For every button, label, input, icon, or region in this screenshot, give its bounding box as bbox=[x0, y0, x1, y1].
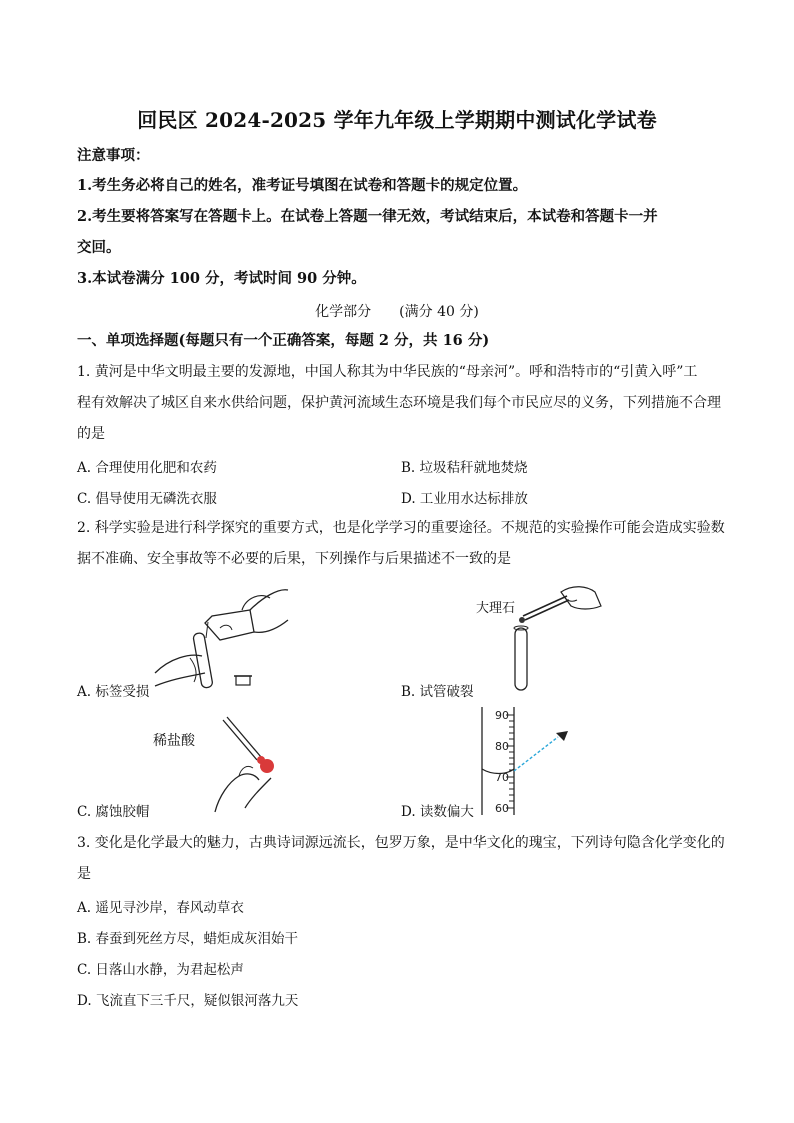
q1-option-a[interactable]: A. 合理使用化肥和农药 bbox=[77, 460, 217, 476]
q2-stem-line: 据不准确、安全事故等不必要的后果，下列操作与后果描述不一致的是 bbox=[77, 551, 511, 567]
figure-label-marble: 大理石 bbox=[476, 601, 516, 616]
figure-dropper bbox=[205, 712, 285, 817]
q3-stem-line: 是 bbox=[77, 866, 91, 882]
page-title: 回民区 2024-2025 学年九年级上学期期中测试化学试卷 bbox=[137, 108, 657, 132]
figure-label-hcl: 稀盐酸 bbox=[153, 733, 195, 749]
q3-option-a[interactable]: A. 遥见寻沙岸，春风动草衣 bbox=[77, 900, 244, 916]
q3-option-b[interactable]: B. 春蚕到死丝方尽，蜡炬成灰泪始干 bbox=[77, 931, 299, 947]
tick-label: 70 bbox=[495, 771, 509, 784]
notice-heading: 注意事项： bbox=[77, 147, 150, 164]
notice-item: 1.考生务必将自己的姓名，准考证号填图在试卷和答题卡的规定位置。 bbox=[77, 177, 528, 194]
notice-item: 3.本试卷满分 100 分，考试时间 90 分钟。 bbox=[77, 270, 366, 287]
tick-label: 80 bbox=[495, 740, 509, 753]
section-title: 化学部分 (满分 40 分) bbox=[315, 304, 479, 320]
q3-option-d[interactable]: D. 飞流直下三千尺，疑似银河落九天 bbox=[77, 993, 299, 1009]
figure-graduated-cylinder bbox=[478, 703, 578, 818]
figure-pour-liquid bbox=[150, 578, 290, 698]
q2-stem-line: 2. 科学实验是进行科学探究的重要方式，也是化学学习的重要途径。不规范的实验操作可能会造成实验数 bbox=[77, 520, 725, 536]
q1-option-b[interactable]: B. 垃圾秸秆就地焚烧 bbox=[401, 460, 528, 476]
q3-stem-line: 3. 变化是化学最大的魅力，古典诗词源远流长，包罗万象，是中华文化的瑰宝，下列诗句隐含化学变化的 bbox=[77, 835, 725, 851]
tick-label: 60 bbox=[495, 802, 509, 815]
q1-stem-line: 程有效解决了城区自来水供给问题，保护黄河流域生态环境是我们每个市民应尽的义务，下列措施不合理 bbox=[77, 395, 721, 411]
q1-option-c[interactable]: C. 倡导使用无磷洗衣服 bbox=[77, 491, 217, 507]
q1-stem-line: 1. 黄河是中华文明最主要的发源地，中国人称其为中华民族的“母亲河”。呼和浩特市的“引黄入呼”工 bbox=[77, 364, 698, 380]
q2-option-d[interactable]: D. 读数偏大 bbox=[401, 804, 474, 820]
q1-option-d[interactable]: D. 工业用水达标排放 bbox=[401, 491, 528, 507]
q2-option-b[interactable]: B. 试管破裂 bbox=[401, 684, 474, 700]
figure-test-tube-marble bbox=[495, 580, 605, 695]
q3-option-c[interactable]: C. 日落山水静，为君起松声 bbox=[77, 962, 244, 978]
tick-label: 90 bbox=[495, 709, 509, 722]
part1-heading: 一、单项选择题(每题只有一个正确答案，每题 2 分，共 16 分) bbox=[77, 332, 490, 349]
notice-item: 2.考生要将答案写在答题卡上。在试卷上答题一律无效，考试结束后，本试卷和答题卡一并 bbox=[77, 208, 658, 225]
notice-item: 交回。 bbox=[77, 239, 121, 256]
q2-option-a[interactable]: A. 标签受损 bbox=[77, 684, 150, 700]
q2-option-c[interactable]: C. 腐蚀胶帽 bbox=[77, 804, 150, 820]
q1-stem-line: 的是 bbox=[77, 426, 105, 442]
